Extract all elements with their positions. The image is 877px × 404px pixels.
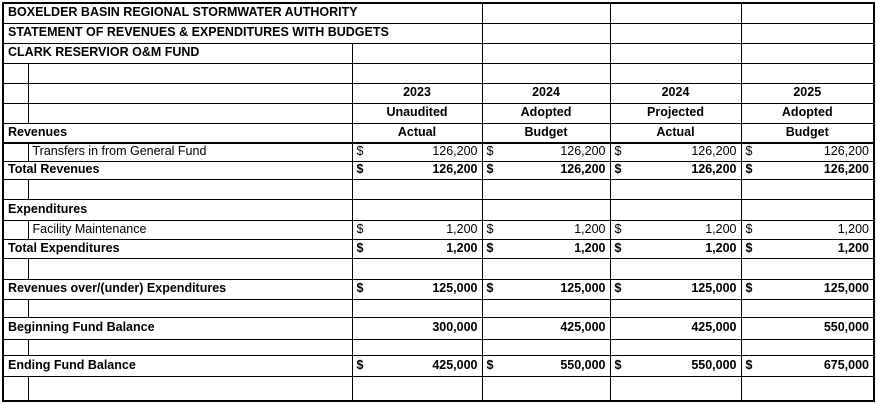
cell-beginning-2024-adopted: 425,000 xyxy=(482,317,610,339)
currency-symbol: $ xyxy=(745,162,753,177)
cell-ending-2024-projected xyxy=(610,355,741,376)
row-net-revenues xyxy=(3,279,874,299)
empty-cell xyxy=(3,103,28,123)
cell-total-revenues-2023 xyxy=(352,161,482,179)
cell-ending-2024-adopted xyxy=(482,355,610,376)
cell-total-expenditures-2024-projected xyxy=(610,239,741,258)
empty-cell xyxy=(741,63,874,83)
cell-value: 1,200 xyxy=(574,221,606,236)
empty-cell xyxy=(610,63,741,83)
line-item-label: Transfers in from General Fund xyxy=(28,143,352,161)
section-header-revenues: Revenues xyxy=(3,123,352,143)
empty-cell xyxy=(741,299,874,317)
empty-cell xyxy=(610,339,741,355)
empty-cell xyxy=(352,376,482,401)
cell-net-2025 xyxy=(741,279,874,299)
currency-symbol: $ xyxy=(745,144,753,159)
empty-cell xyxy=(3,258,28,279)
col-header-basis-4: Budget xyxy=(741,123,874,143)
report-title: BOXELDER BASIN REGIONAL STORMWATER AUTHORITY xyxy=(3,3,482,23)
cell-total-revenues-2024-adopted xyxy=(482,161,610,179)
empty-cell xyxy=(610,43,741,63)
currency-symbol: $ xyxy=(745,240,753,255)
budget-table xyxy=(2,2,875,402)
empty-cell xyxy=(482,376,610,401)
col-header-basis-2: Budget xyxy=(482,123,610,143)
cell-total-expenditures-2025 xyxy=(741,239,874,258)
row-total-expenditures xyxy=(3,239,874,258)
empty-cell xyxy=(741,43,874,63)
empty-cell xyxy=(482,299,610,317)
row-transfers-in xyxy=(3,143,874,161)
row-total-revenues xyxy=(3,161,874,179)
cell-transfers-2023 xyxy=(352,143,482,161)
blank-row xyxy=(3,179,874,199)
empty-cell xyxy=(482,3,610,23)
empty-cell xyxy=(482,179,610,199)
empty-cell xyxy=(352,299,482,317)
empty-cell xyxy=(741,258,874,279)
empty-cell xyxy=(28,63,352,83)
empty-cell xyxy=(28,299,352,317)
currency-symbol: $ xyxy=(745,281,753,296)
cell-value: 425,000 xyxy=(432,357,478,372)
col-header-descriptor-1: Unaudited xyxy=(352,103,482,123)
expenditures-section-row xyxy=(3,199,874,220)
cell-beginning-2025: 550,000 xyxy=(741,317,874,339)
row-facility-maintenance xyxy=(3,220,874,239)
title-row-2 xyxy=(3,23,874,43)
col-header-year-2024-projected: 2024 xyxy=(610,83,741,103)
currency-symbol: $ xyxy=(614,162,622,177)
empty-cell xyxy=(28,339,352,355)
section-header-expenditures: Expenditures xyxy=(3,199,352,220)
cell-value: 126,200 xyxy=(560,144,606,159)
currency-symbol: $ xyxy=(356,221,364,236)
title-row-3 xyxy=(3,43,874,63)
empty-cell xyxy=(741,199,874,220)
empty-cell xyxy=(610,299,741,317)
cell-value: 1,200 xyxy=(446,221,478,236)
empty-cell xyxy=(28,83,352,103)
cell-value: 126,200 xyxy=(823,144,869,159)
empty-cell xyxy=(482,23,610,43)
empty-cell xyxy=(741,179,874,199)
empty-cell xyxy=(352,339,482,355)
column-descriptor-row xyxy=(3,103,874,123)
cell-total-expenditures-2024-adopted xyxy=(482,239,610,258)
currency-symbol: $ xyxy=(614,144,622,159)
empty-cell xyxy=(3,143,28,161)
cell-value: 125,000 xyxy=(432,281,478,296)
total-label: Total Revenues xyxy=(3,161,352,179)
currency-symbol: $ xyxy=(745,357,753,372)
col-header-basis-3: Actual xyxy=(610,123,741,143)
currency-symbol: $ xyxy=(356,281,364,296)
empty-cell xyxy=(610,258,741,279)
empty-cell xyxy=(482,63,610,83)
empty-cell xyxy=(28,179,352,199)
currency-symbol: $ xyxy=(486,357,494,372)
cell-ending-2023 xyxy=(352,355,482,376)
blank-row xyxy=(3,63,874,83)
cell-transfers-2024-projected xyxy=(610,143,741,161)
cell-beginning-2023: 300,000 xyxy=(352,317,482,339)
empty-cell xyxy=(610,376,741,401)
cell-value: 125,000 xyxy=(823,281,869,296)
cell-value: 126,200 xyxy=(432,144,478,159)
empty-cell xyxy=(741,23,874,43)
currency-symbol: $ xyxy=(356,240,364,255)
cell-value: 125,000 xyxy=(691,281,737,296)
cell-beginning-2024-projected: 425,000 xyxy=(610,317,741,339)
empty-cell xyxy=(3,376,28,401)
empty-cell xyxy=(28,103,352,123)
cell-facility-2025 xyxy=(741,220,874,239)
cell-value: 1,200 xyxy=(705,240,737,255)
col-header-basis-1: Actual xyxy=(352,123,482,143)
cell-value: 125,000 xyxy=(560,281,606,296)
empty-cell xyxy=(610,179,741,199)
title-row-1 xyxy=(3,3,874,23)
empty-cell xyxy=(741,376,874,401)
blank-row xyxy=(3,299,874,317)
revenues-section-row xyxy=(3,123,874,143)
report-subtitle: STATEMENT OF REVENUES & EXPENDITURES WITH BUDGETS xyxy=(3,23,482,43)
empty-cell xyxy=(482,339,610,355)
empty-cell xyxy=(28,258,352,279)
currency-symbol: $ xyxy=(486,144,494,159)
empty-cell xyxy=(482,43,610,63)
empty-cell xyxy=(352,199,482,220)
cell-net-2024-adopted xyxy=(482,279,610,299)
empty-cell xyxy=(352,43,482,63)
currency-symbol: $ xyxy=(614,357,622,372)
currency-symbol: $ xyxy=(356,357,364,372)
cell-value: 126,200 xyxy=(823,162,869,177)
line-item-label: Facility Maintenance xyxy=(28,220,352,239)
empty-cell xyxy=(3,63,28,83)
currency-symbol: $ xyxy=(356,162,364,177)
col-header-descriptor-2: Adopted xyxy=(482,103,610,123)
empty-cell xyxy=(741,3,874,23)
cell-value: 1,200 xyxy=(705,221,737,236)
ending-balance-label: Ending Fund Balance xyxy=(3,355,352,376)
col-header-descriptor-4: Adopted xyxy=(741,103,874,123)
empty-cell xyxy=(610,199,741,220)
empty-cell xyxy=(3,339,28,355)
empty-cell xyxy=(352,63,482,83)
cell-value: 126,200 xyxy=(560,162,606,177)
beginning-balance-label: Beginning Fund Balance xyxy=(3,317,352,339)
cell-facility-2024-projected xyxy=(610,220,741,239)
cell-value: 1,200 xyxy=(837,240,869,255)
cell-total-expenditures-2023 xyxy=(352,239,482,258)
cell-value: 1,200 xyxy=(837,221,869,236)
empty-cell xyxy=(352,258,482,279)
cell-transfers-2024-adopted xyxy=(482,143,610,161)
cell-value: 550,000 xyxy=(560,357,606,372)
empty-cell xyxy=(3,179,28,199)
total-label: Total Expenditures xyxy=(3,239,352,258)
empty-cell xyxy=(3,299,28,317)
empty-cell xyxy=(610,23,741,43)
col-header-year-2024-adopted: 2024 xyxy=(482,83,610,103)
currency-symbol: $ xyxy=(356,144,364,159)
empty-cell xyxy=(482,199,610,220)
cell-value: 1,200 xyxy=(446,240,478,255)
currency-symbol: $ xyxy=(486,281,494,296)
cell-value: 126,200 xyxy=(691,144,737,159)
empty-cell xyxy=(741,339,874,355)
empty-cell xyxy=(28,376,352,401)
net-revenues-label: Revenues over/(under) Expenditures xyxy=(3,279,352,299)
currency-symbol: $ xyxy=(486,240,494,255)
currency-symbol: $ xyxy=(745,221,753,236)
row-ending-fund-balance xyxy=(3,355,874,376)
col-header-year-2023: 2023 xyxy=(352,83,482,103)
empty-cell xyxy=(3,83,28,103)
cell-value: 126,200 xyxy=(691,162,737,177)
cell-facility-2023 xyxy=(352,220,482,239)
currency-symbol: $ xyxy=(486,162,494,177)
cell-total-revenues-2025 xyxy=(741,161,874,179)
col-header-descriptor-3: Projected xyxy=(610,103,741,123)
cell-transfers-2025 xyxy=(741,143,874,161)
row-beginning-fund-balance xyxy=(3,317,874,339)
currency-symbol: $ xyxy=(614,240,622,255)
cell-value: 675,000 xyxy=(823,357,869,372)
col-header-year-2025: 2025 xyxy=(741,83,874,103)
blank-row xyxy=(3,376,874,401)
cell-net-2023 xyxy=(352,279,482,299)
cell-ending-2025 xyxy=(741,355,874,376)
empty-cell xyxy=(610,3,741,23)
cell-net-2024-projected xyxy=(610,279,741,299)
cell-value: 126,200 xyxy=(432,162,478,177)
empty-cell xyxy=(3,220,28,239)
currency-symbol: $ xyxy=(614,221,622,236)
cell-total-revenues-2024-projected xyxy=(610,161,741,179)
empty-cell xyxy=(482,258,610,279)
blank-row xyxy=(3,258,874,279)
cell-value: 550,000 xyxy=(691,357,737,372)
column-year-row xyxy=(3,83,874,103)
fund-name: CLARK RESERVIOR O&M FUND xyxy=(3,43,352,63)
blank-row xyxy=(3,339,874,355)
cell-value: 1,200 xyxy=(574,240,606,255)
currency-symbol: $ xyxy=(614,281,622,296)
empty-cell xyxy=(352,179,482,199)
cell-facility-2024-adopted xyxy=(482,220,610,239)
currency-symbol: $ xyxy=(486,221,494,236)
